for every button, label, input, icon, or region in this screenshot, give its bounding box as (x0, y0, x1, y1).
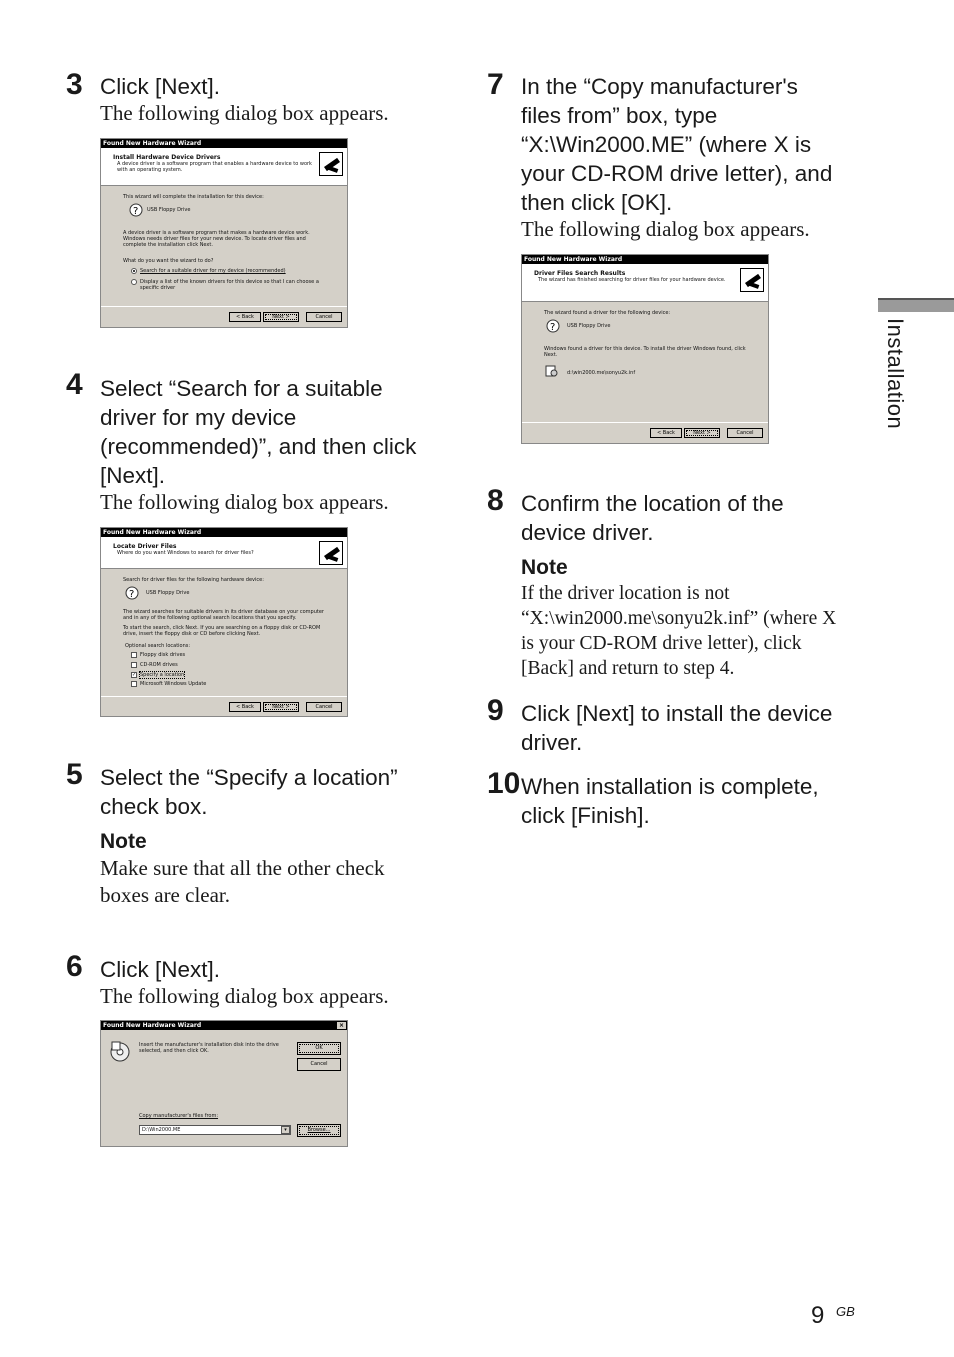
dialog-text: Windows found a driver for this device. To install the driver Windows found, click Next. (544, 346, 746, 358)
copy-files-dialog (100, 1020, 348, 1147)
device-name: USB Floppy Drive (147, 207, 191, 213)
step-heading-line: your CD-ROM drive letter), and (521, 161, 833, 186)
dialog-header-subtitle: Where do you want Windows to search for driver files? (117, 550, 254, 556)
next-button[interactable]: Next > (684, 428, 720, 438)
next-button[interactable]: Next > (263, 312, 299, 322)
step-heading: Click [Next]. (100, 957, 221, 982)
hardware-wizard-icon (319, 152, 343, 176)
step-number: 4 (66, 368, 83, 401)
section-tab-bar (878, 298, 954, 312)
dialog-separator (101, 696, 347, 697)
driver-path: d:\win2000.me\sonyu2k.inf (567, 370, 636, 376)
step-heading-line: files from” box, type (521, 103, 718, 128)
cancel-button[interactable]: Cancel (306, 702, 342, 712)
step-heading-line: Select the “Specify a location” (100, 765, 398, 790)
step-heading: Click [Next]. (100, 74, 221, 99)
dialog-text: What do you want the wizard to do? (123, 258, 214, 264)
step-heading-line: check box. (100, 794, 208, 819)
note-line: is your CD-ROM drive letter), click (521, 633, 802, 654)
step-heading-line: Confirm the location of the (521, 491, 784, 516)
cancel-button[interactable]: Cancel (727, 428, 763, 438)
dialog-text: Search for driver files for the following hardware device: (123, 577, 264, 583)
checkbox-specify-location[interactable]: ✓ (132, 672, 137, 678)
step-number: 9 (487, 694, 504, 727)
note-title: Note (100, 830, 147, 853)
dialog-text: This wizard will complete the installation for this device: (123, 194, 264, 200)
svg-text:?: ? (129, 589, 135, 600)
wizard-dialog-search-results (521, 254, 769, 444)
note-line: [Back] and return to step 4. (521, 658, 735, 679)
step-8 (521, 489, 866, 681)
device-name: USB Floppy Drive (146, 590, 190, 596)
close-icon[interactable]: × (338, 1022, 345, 1029)
checkbox-windows-update[interactable] (131, 681, 137, 687)
radio-label: Display a list of the known drivers for this device so that I can choose a specific driver (140, 279, 319, 291)
note-line: If the driver location is not (521, 583, 730, 604)
step-heading-line: In the “Copy manufacturer's (521, 74, 798, 99)
checkbox-floppy[interactable] (131, 652, 137, 658)
step-number: 5 (66, 758, 83, 791)
radio-display-list[interactable] (131, 279, 137, 285)
device-name: USB Floppy Drive (567, 323, 611, 329)
dialog-header-title: Locate Driver Files (113, 543, 177, 550)
dialog-header (101, 148, 347, 186)
note-line: “X:\win2000.me\sonyu2k.inf” (where X (521, 608, 837, 629)
note-line: Make sure that all the other check (100, 856, 385, 880)
step-number: 3 (66, 68, 83, 101)
step-heading-line: device driver. (521, 520, 654, 545)
note-line: boxes are clear. (100, 883, 231, 907)
back-button[interactable]: < Back (229, 702, 261, 712)
step-heading-line: [Next]. (100, 463, 166, 488)
dialog-header-subtitle: The wizard has finished searching for driver files for your hardware device. (538, 277, 726, 283)
cancel-button[interactable]: Cancel (306, 312, 342, 322)
step-heading-line: then click [OK]. (521, 190, 673, 215)
checkbox-label: Microsoft Windows Update (140, 681, 207, 687)
note-title: Note (521, 556, 568, 579)
svg-text:?: ? (550, 322, 556, 333)
step-heading-line: driver for my device (100, 405, 297, 430)
question-device-icon (125, 586, 139, 600)
step-heading-line: Select “Search for a suitable (100, 376, 383, 401)
step-subtext: The following dialog box appears. (521, 217, 810, 241)
wizard-dialog-locate-drivers (100, 527, 348, 717)
step-subtext: The following dialog box appears. (100, 984, 389, 1008)
cancel-button[interactable]: Cancel (297, 1058, 341, 1071)
dialog-separator (522, 422, 768, 423)
wizard-dialog-install-drivers (100, 138, 348, 328)
back-button[interactable]: < Back (229, 312, 261, 322)
copy-files-path-input[interactable]: D:\Win2000.ME (139, 1125, 291, 1135)
dialog-header (522, 264, 768, 302)
dialog-title-bar: Found New Hardware Wizard (101, 528, 347, 537)
step-number: 8 (487, 484, 504, 517)
step-heading-line: Click [Next] to install the device (521, 701, 833, 726)
back-button[interactable]: < Back (650, 428, 682, 438)
checkbox-label: CD-ROM drives (140, 662, 178, 668)
next-button[interactable]: Next > (263, 702, 299, 712)
step-6 (100, 955, 440, 1009)
step-heading-line: driver. (521, 730, 583, 755)
dialog-text: A device driver is a software program that makes a hardware device work. Windows needs driver files for your new device. To locate driver files and complete the installation click Next. (123, 230, 310, 248)
radio-search-driver[interactable] (131, 268, 137, 274)
dialog-text: Optional search locations: (125, 643, 191, 649)
ok-button[interactable]: OK (297, 1042, 341, 1055)
page-number: 9 (811, 1302, 825, 1329)
dialog-header (101, 537, 347, 569)
dialog-title-bar: Found New Hardware Wizard (522, 255, 768, 264)
radio-label: Search for a suitable driver for my device (recommended) (140, 268, 286, 274)
step-heading-line: “X:\Win2000.ME” (where X is (521, 132, 812, 157)
section-tab-label: Installation (883, 318, 908, 430)
question-device-icon (546, 319, 560, 333)
step-7 (521, 72, 861, 242)
disk-icon (109, 1040, 131, 1062)
step-heading-line: (recommended)”, and then click (100, 434, 417, 459)
step-heading-line: click [Finish]. (521, 803, 650, 828)
dialog-separator (101, 306, 347, 307)
checkbox-label: Floppy disk drives (140, 652, 186, 658)
driver-file-icon (544, 364, 558, 378)
checkbox-label: Specify a location (140, 672, 185, 678)
dialog-header-subtitle: A device driver is a software program that enables a hardware device to work with an operating system. (117, 161, 312, 173)
step-10 (521, 772, 866, 830)
dialog-header-title: Driver Files Search Results (534, 270, 626, 277)
step-9 (521, 699, 866, 757)
hardware-wizard-icon (740, 268, 764, 292)
step-subtext: The following dialog box appears. (100, 101, 389, 125)
step-5 (100, 763, 445, 909)
step-number: 6 (66, 950, 83, 983)
checkbox-cdrom[interactable] (131, 662, 137, 668)
chevron-down-icon[interactable]: ▾ (281, 1126, 290, 1134)
dialog-text: To start the search, click Next. If you are searching on a floppy disk or CD-ROM drive, insert the floppy disk or CD before clicking Next. (123, 625, 321, 637)
step-number: 7 (487, 68, 504, 101)
page-number-suffix: GB (836, 1304, 855, 1319)
question-device-icon (129, 203, 143, 217)
step-subtext: The following dialog box appears. (100, 490, 389, 514)
browse-button[interactable]: Browse... (297, 1124, 341, 1137)
dialog-message: Insert the manufacturer's installation disk into the drive selected, and then click OK. (139, 1042, 279, 1054)
dialog-header-title: Install Hardware Device Drivers (113, 154, 221, 161)
dialog-text: The wizard searches for suitable drivers in its driver database on your computer and in any of the following optional search locations that you specify. (123, 609, 324, 621)
dialog-title-bar: Found New Hardware Wizard × (101, 1021, 347, 1030)
copy-files-label: Copy manufacturer's files from: (139, 1113, 219, 1119)
step-4 (100, 374, 445, 515)
dialog-text: The wizard found a driver for the following device: (544, 310, 671, 316)
step-heading-line: When installation is complete, (521, 774, 819, 799)
dialog-title-bar: Found New Hardware Wizard (101, 139, 347, 148)
step-number: 10 (487, 767, 521, 800)
hardware-wizard-icon (319, 541, 343, 565)
step-3 (100, 72, 440, 126)
svg-text:?: ? (133, 206, 139, 217)
